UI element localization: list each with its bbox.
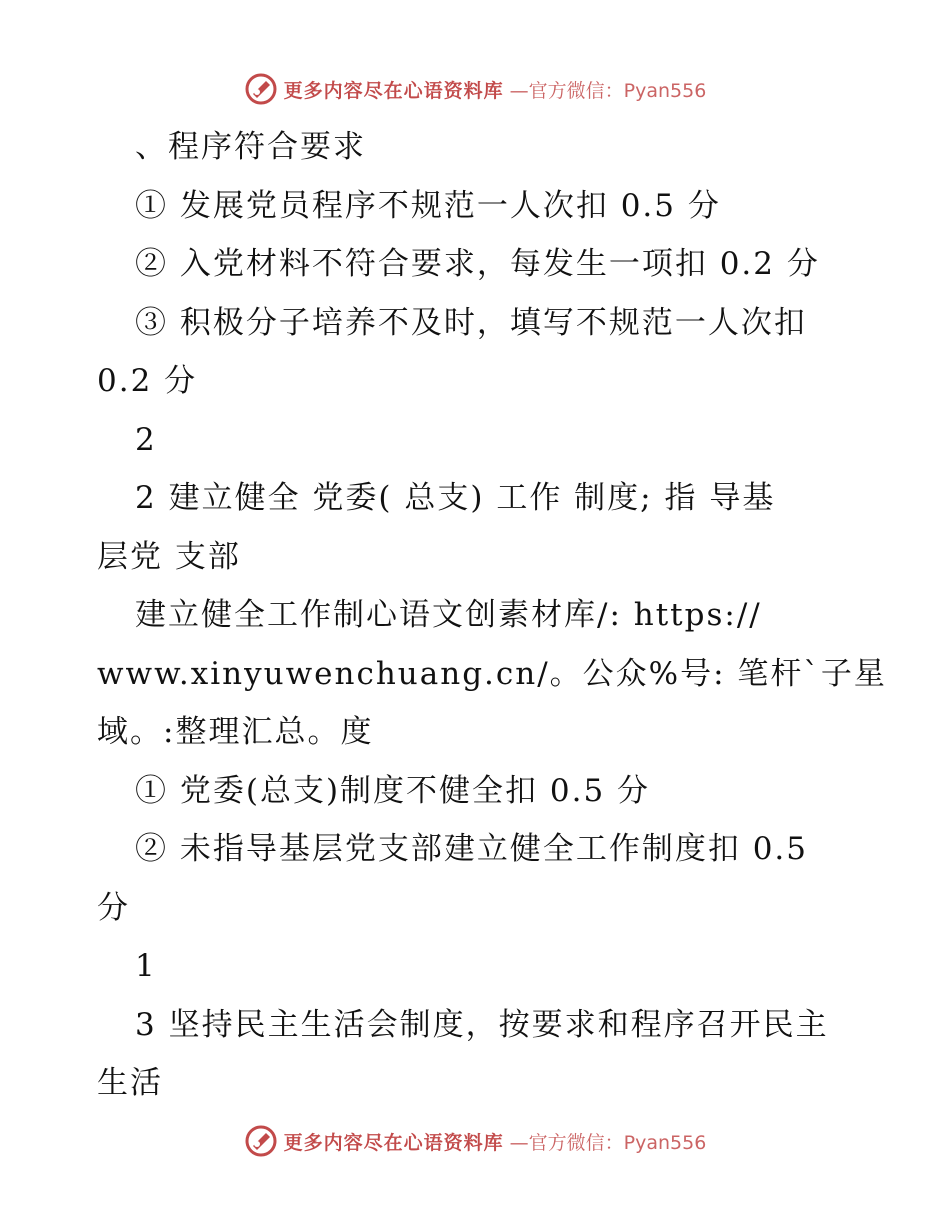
footer-watermark-banner [0, 1124, 950, 1158]
score-value: 1 [135, 948, 157, 984]
section-heading-continuation: 生活 [97, 1065, 163, 1101]
section-heading-continuation: 层党 支部 [97, 538, 241, 575]
section-heading: 、程序符合要求 [135, 129, 366, 165]
list-item: ② 入党材料不符合要求，每发生一项扣 0.2 分 [135, 246, 820, 282]
paragraph-line: 域。:整理汇总。度 [97, 714, 374, 750]
paragraph-line: www.xinyuwenchuang.cn/。公众%号: 笔杆`子星 [97, 655, 887, 692]
paragraph-line: 建立健全工作制心语文创素材库/: https:// [135, 597, 762, 633]
list-item: ② 未指导基层党支部建立健全工作制度扣 0.5 [135, 831, 809, 867]
banner-main-text: 更多内容尽在心语资料库 [283, 1131, 504, 1154]
seal-logo-icon [244, 72, 278, 106]
header-watermark-banner [0, 72, 950, 106]
list-item-continuation: 分 [97, 889, 130, 926]
list-item: ① 发展党员程序不规范一人次扣 0.5 分 [135, 187, 721, 224]
section-heading: 3 坚持民主生活会制度，按要求和程序召开民主 [135, 1006, 829, 1043]
list-item: ③ 积极分子培养不及时，填写不规范一人次扣 [135, 304, 807, 341]
list-item-continuation: 0.2 分 [97, 363, 198, 399]
banner-wechat-text: —官方微信：Pyan556 [509, 79, 707, 102]
score-value: 2 [135, 421, 157, 458]
document-body [97, 118, 887, 1113]
list-item: ① 党委(总支)制度不健全扣 0.5 分 [135, 772, 651, 809]
banner-main-text: 更多内容尽在心语资料库 [283, 79, 504, 102]
banner-wechat-text: —官方微信：Pyan556 [509, 1131, 707, 1154]
seal-logo-icon [244, 1124, 278, 1158]
section-heading: 2 建立健全 党委( 总支) 工作 制度; 指 导基 [135, 480, 776, 516]
